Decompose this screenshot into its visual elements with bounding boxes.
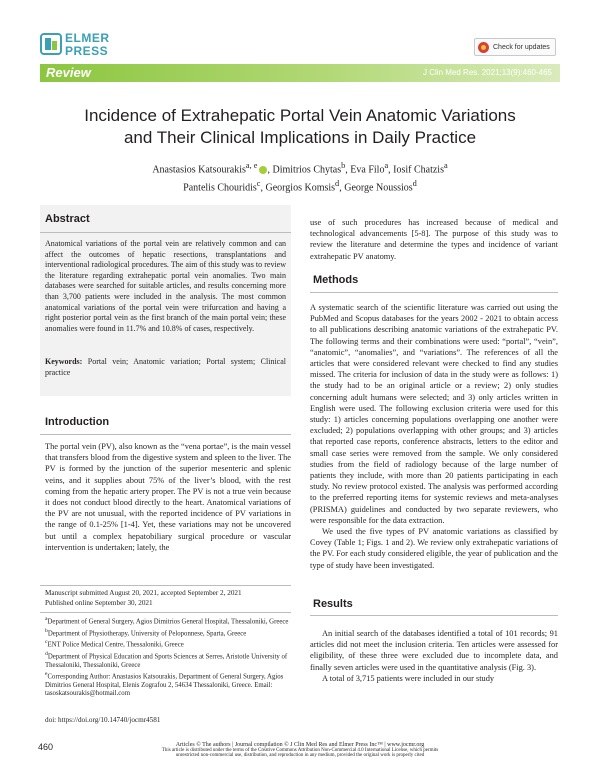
author-name: Anastasios Katsourakis (152, 164, 246, 176)
keywords-label: Keywords: (45, 357, 83, 366)
author-affiliation: a (443, 161, 448, 170)
manuscript-dates (45, 589, 291, 608)
author-affiliation: a, e (245, 161, 258, 170)
corresponding-author: $^e$Corresponding Author: Anastasios Katsourakis, Department of General Surgery, Agios Dimitrios General Hospital, Elenis Zografou 2, 54634 Thessaloniki, Greece. Email: tasoskatsourakis@hotmail.com (45, 671, 284, 698)
author-name: , George Noussios (339, 182, 413, 194)
introduction-divider (40, 434, 291, 435)
title-line-2: and Their Clinical Implications in Daily Practice (123, 128, 477, 147)
article-type-banner (40, 64, 560, 82)
publisher-name-line1: ELMER (65, 31, 110, 45)
affiliations (45, 615, 291, 699)
affiliation-item: $^a$Department of General Surgery, Agios Dimitrios General Hospital, Thessaloniki, Greece (45, 616, 289, 626)
author-name: , Eva Filo (345, 164, 385, 176)
author-affiliation: d (335, 179, 340, 189)
methods-text (310, 302, 558, 571)
license-line: unrestricted non-commercial use, distribution, and reproduction in any medium, provided the original work is properly cited (175, 753, 425, 758)
publisher-name-line2: PRESS (65, 44, 109, 58)
results-divider (310, 615, 558, 616)
author-name: , Iosif Chatzis (388, 164, 444, 176)
publisher-logo (40, 30, 130, 66)
affiliation-item: $^c$ENT Police Medical Centre, Thessaloniki, Greece (45, 639, 184, 649)
methods-heading: Methods (313, 274, 359, 286)
author-affiliation: c (256, 179, 261, 189)
introduction-continued: use of such procedures has increased because of medical and technological advancements [5-8]. The purpose of this study was to review the literature and determine the types and incidence of variant extrahepatic PV anatomy. (310, 218, 558, 261)
abstract-divider (40, 232, 291, 233)
published-date: Published online September 30, 2021 (45, 598, 153, 607)
page-number: 460 (38, 742, 54, 752)
footnote-divider (40, 585, 291, 586)
results-text (310, 628, 558, 684)
author-affiliation: b (341, 161, 346, 170)
author-name: , Georgios Komsis (260, 182, 336, 194)
crossmark-icon (478, 42, 489, 53)
elmer-press-logo-icon (40, 33, 62, 55)
author-affiliation: a (384, 161, 389, 170)
abstract-text: Anatomical variations of the portal vein are relatively common and can affect the outcomes of hepatic resections, transplantations and interventional radiological procedures. The aim of this study was to review the literature regarding extrahepatic portal vein anomalies. Two main databases were searched for suitable articles, and results concerning more than 3,700 patients were included in the analysis. The most common anatomical variations of the portal vein were trifurcation and having a right posterior portal vein as the first branch of the main portal vein; these anomalies were found in 11.7% and 10.8% of cases, respectively. (45, 239, 286, 333)
copyright-line: Articles © The authors | Journal compilation © J Clin Med Res and Elmer Press Inc™ | www.jocmr.org (175, 742, 425, 748)
abstract-heading: Abstract (45, 213, 90, 225)
journal-citation: J Clin Med Res. 2021;13(9):460-465 (423, 68, 552, 77)
keywords-list: Portal vein; Anatomic variation; Portal system; Clinical practice (45, 357, 286, 377)
check-for-updates-button[interactable] (474, 38, 556, 56)
introduction-text: The portal vein (PV), also known as the “vena portae”, is the main vessel that transfers blood from the digestive system and spleen to the liver. The PV is formed by the junction of the superior mesenteric and splenic veins, and it supplies about 75% of the liver’s blood, with the rest coming from the hepatic artery proper. The PV is not a true vein because it does not conduct blood directly to the heart. Anatomical variations of the PV are not unusual, with the reported incidence of PV variations in the range of 0.1-25% [1-4]. Yet, these variations may not be uncovered but until a complex hepatobiliary surgical procedure or vascular intervention is undertaken; lately, the (45, 442, 291, 552)
author-name: , Dimitrios Chytas (267, 164, 342, 176)
affiliation-item: $^d$Department of Physical Education and Sports Sciences at Serres, Aristotle University of Thessaloniki, Thessaloniki, Greece (45, 651, 288, 669)
title-line-1: Incidence of Extrahepatic Portal Vein Anatomic Variations (84, 106, 516, 125)
results-heading: Results (313, 598, 353, 610)
introduction-heading: Introduction (45, 416, 110, 428)
check-for-updates-label: Check for updates (493, 43, 550, 51)
methods-paragraph: We used the five types of PV anatomic variations as classified by Covey (Table 1; Figs. 1 and 2). We review only extrahepatic variations of the PV. For each study considered eligible, the year of publication and the type of study have been investigated. (310, 527, 558, 570)
license-footer (110, 742, 490, 758)
results-paragraph: An initial search of the databases identified a total of 101 records; 91 articles did not meet the inclusion criteria. Ten articles were assessed for eligibility, of these three were excluded due to incomplete data, and finally seven articles were used in the quantitative analysis (Fig. 3). (310, 629, 558, 672)
license-line: This article is distributed under the terms of the Creative Commons Attribution Non-Commercial 4.0 International License, which permits (161, 748, 439, 753)
affiliation-item: $^b$Department of Physiotherapy, University of Peloponnese, Sparta, Greece (45, 627, 247, 637)
article-type: Review (46, 65, 91, 80)
results-paragraph: A total of 3,715 patients were included in our study (322, 673, 495, 683)
affiliations-divider (40, 612, 291, 613)
doi-link[interactable]: doi: https://doi.org/10.14740/jocmr4581 (45, 716, 161, 724)
author-name: Pantelis Chouridis (183, 182, 257, 194)
methods-divider (310, 292, 558, 293)
author-affiliation: d (412, 179, 417, 189)
author-list (90, 159, 510, 196)
article-title (60, 105, 540, 149)
methods-paragraph: A systematic search of the scientific literature was carried out using the PubMed and Scopus databases for the years 2002 - 2021 to obtain access to all publications describing anatomic variations of the extrahepatic PV. The following terms and their combinations were used: “portal”, “vein”, “anatomic”, “anomalies”, and “variations”. The references of all the articles that were considered relevant were checked to find any studies missed. The criteria for inclusion of data in the study were as follows: 1) the study had to be an original article or a review; 2) only studies concerning adult humans were selected; and 3) only articles written in English were used. The following exclusion criteria were used for this study: 1) articles concerning populations overlapping one another were excluded; 2) populations overlapping with other groups; and 3) articles that reported case reports, conference abstracts, letters to the editor and small case series were removed from the sample. We only considered studies from the field of radiology because of the large number of patients they include, with more than 20 patients participating in each study. No review protocol existed. The analysis was performed according to the preferred reporting items for systemic reviews and meta-analyses (PRISMA) guidelines and conducted by two separate reviewers, who were responsible for the data extraction. (310, 303, 558, 525)
keywords (45, 357, 286, 378)
abstract-box (40, 205, 291, 396)
submitted-date: Manuscript submitted August 20, 2021, accepted September 2, 2021 (45, 589, 242, 597)
